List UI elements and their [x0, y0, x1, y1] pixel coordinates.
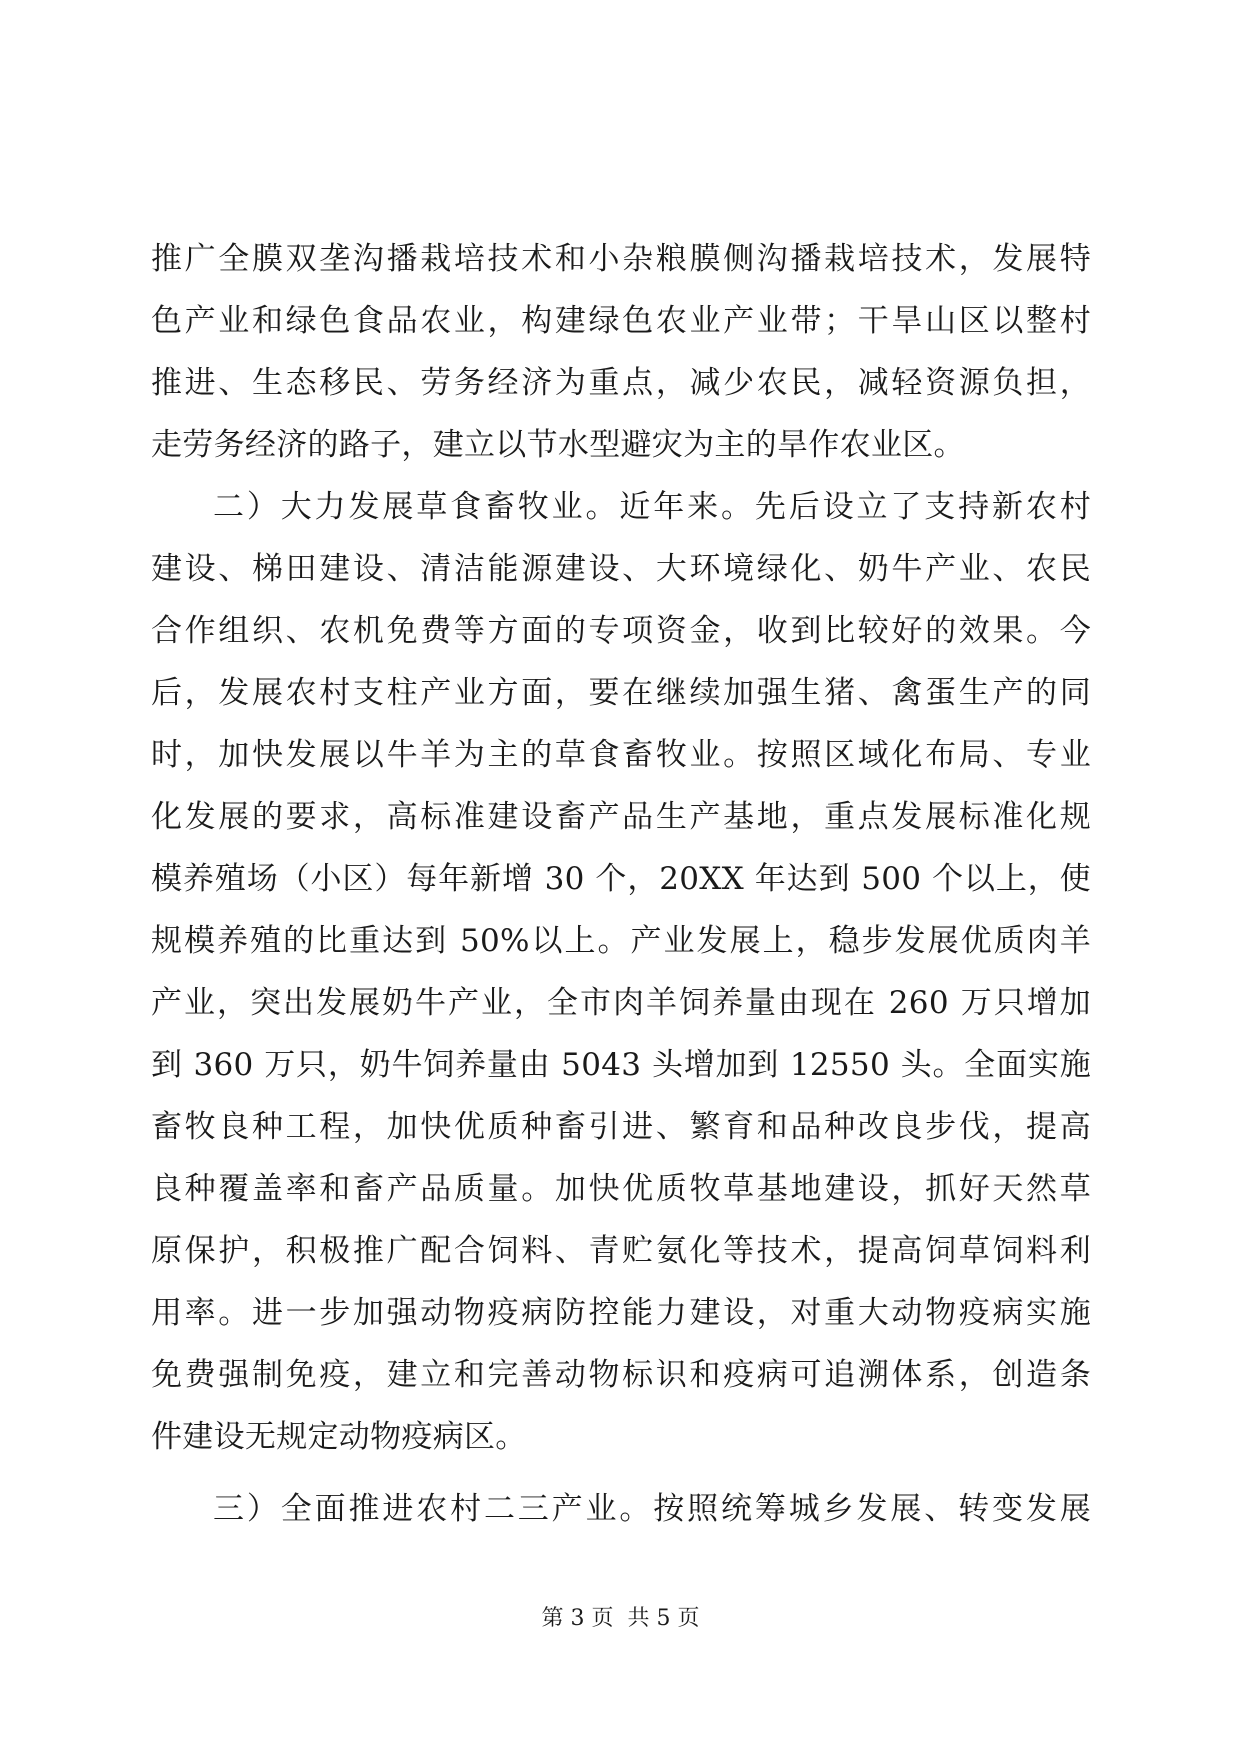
text-line: 畜牧良种工程，加快优质种畜引进、繁育和品种改良步伐，提高 — [151, 1109, 1091, 1145]
document-body — [151, 228, 1091, 1540]
text-line: 色产业和绿色食品农业，构建绿色农业产业带；干旱山区以整村 — [151, 303, 1091, 339]
paragraph-start-line: 三）全面推进农村二三产业。按照统筹城乡发展、转变发展 — [213, 1491, 1091, 1527]
text-line: 原保护，积极推广配合饲料、青贮氨化等技术，提高饲草饲料利 — [151, 1233, 1091, 1269]
text-line: 免费强制免疫，建立和完善动物标识和疫病可追溯体系，创造条 — [151, 1357, 1091, 1393]
page-number-footer: 第 3 页 共 5 页 — [541, 1606, 700, 1631]
text-line: 走劳务经济的路子，建立以节水型避灾为主的旱作农业区。 — [151, 427, 965, 463]
text-line: 推广全膜双垄沟播栽培技术和小杂粮膜侧沟播栽培技术，发展特 — [151, 241, 1091, 277]
text-line: 时，加快发展以牛羊为主的草食畜牧业。按照区域化布局、专业 — [151, 737, 1091, 773]
text-line: 件建设无规定动物疫病区。 — [151, 1419, 527, 1455]
text-line: 后，发展农村支柱产业方面，要在继续加强生猪、禽蛋生产的同 — [151, 675, 1091, 711]
text-line: 推进、生态移民、劳务经济为重点，减少农民，减轻资源负担， — [151, 365, 1091, 401]
text-line: 建设、梯田建设、清洁能源建设、大环境绿化、奶牛产业、农民 — [151, 551, 1091, 587]
text-line: 良种覆盖率和畜产品质量。加快优质牧草基地建设，抓好天然草 — [151, 1171, 1091, 1207]
text-line: 产业，突出发展奶牛产业，全市肉羊饲养量由现在 260 万只增加 — [151, 985, 1091, 1021]
text-line: 合作组织、农机免费等方面的专项资金，收到比较好的效果。今 — [151, 613, 1091, 649]
text-line: 规模养殖的比重达到 50%以上。产业发展上，稳步发展优质肉羊 — [151, 923, 1091, 959]
paragraph-start-line: 二）大力发展草食畜牧业。近年来。先后设立了支持新农村 — [213, 489, 1091, 525]
text-line: 到 360 万只，奶牛饲养量由 5043 头增加到 12550 头。全面实施 — [151, 1047, 1091, 1083]
text-line: 用率。进一步加强动物疫病防控能力建设，对重大动物疫病实施 — [151, 1295, 1091, 1331]
text-line: 化发展的要求，高标准建设畜产品生产基地，重点发展标准化规 — [151, 799, 1091, 835]
text-line: 模养殖场（小区）每年新增 30 个，20XX 年达到 500 个以上，使 — [151, 861, 1091, 897]
